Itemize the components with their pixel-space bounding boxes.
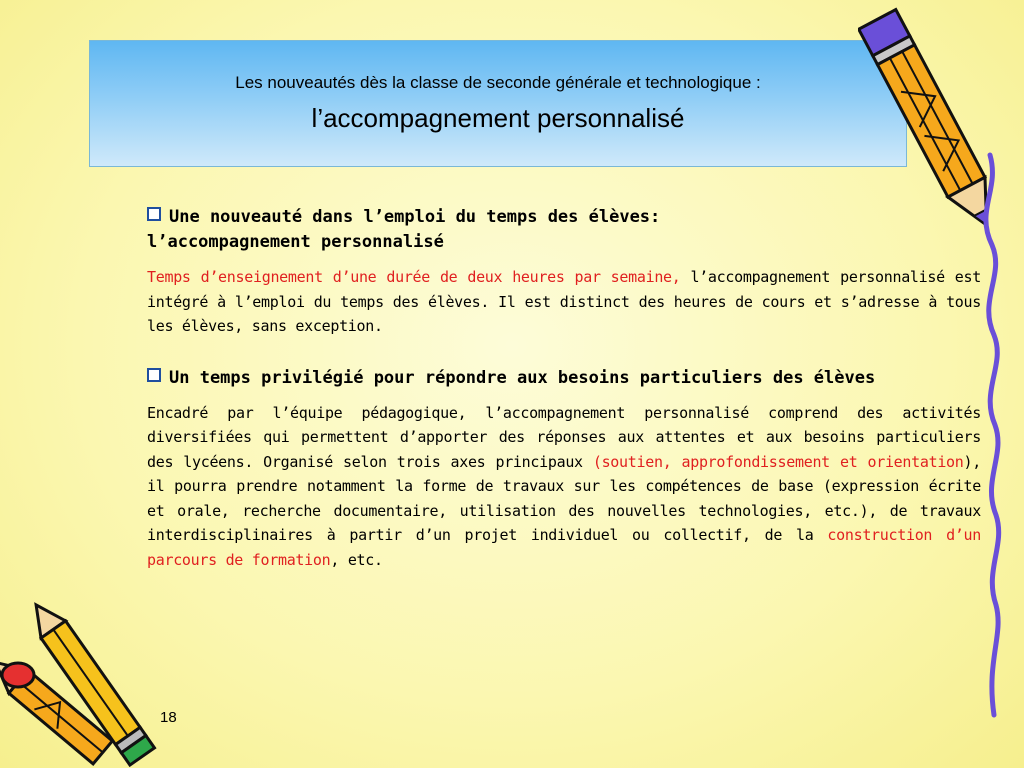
section1-black-text: l’accompagnement personnalisé est intégré à l’emploi du temps des élèves. Il est distinct des heures de cours et s’adresse à tous les élèves, sans exception. [147,268,981,335]
section1-paragraph [147,265,981,339]
section2-red-text2: construction d’un parcours de formation [147,526,981,569]
section2-heading-text: Un temps privilégié pour répondre aux besoins particuliers des élèves [169,367,876,388]
section2-text-part3: , etc. [330,550,383,569]
slide-content [147,205,981,572]
pencils-icon [0,600,160,768]
section1-red-text: Temps d’enseignement d’une durée de deux heures par semaine, [147,268,681,286]
section2-red-text1: (soutien, approfondissement et orientation [592,452,964,471]
section1-heading [147,205,981,255]
checkbox-bullet-icon [147,207,161,221]
section2-paragraph [147,401,981,573]
section2-heading [147,366,981,391]
page-number: 18 [160,709,177,726]
checkbox-bullet-icon [147,368,161,382]
section1-heading-line2: l’accompagnement personnalisé [147,232,444,252]
section2-text-part2: ), il pourra prendre notamment la forme de travaux sur les compétences de base (expression écrite et orale, recherche documentaire, utilisation des nouvelles technologies, etc.), de travaux interdisciplinaires à partir d’un projet individuel ou collectif, de la [147,452,981,544]
section1-heading-line1: Une nouveauté dans l’emploi du temps des élèves: [169,207,661,227]
slide-title-line2: l’accompagnement personnalisé [311,103,685,133]
section2-text-part1: Encadré par l’équipe pédagogique, l’accompagnement personnalisé comprend des activités diversifiées qui permettent d’apporter des réponses aux attentes et aux besoins particuliers des lycéens. Organisé selon trois axes principaux [147,403,981,471]
slide-title-line1: Les nouveautés dès la classe de seconde générale et technologique : [235,73,761,92]
scribble-decoration [960,150,1010,720]
slide-title-box [89,40,907,167]
